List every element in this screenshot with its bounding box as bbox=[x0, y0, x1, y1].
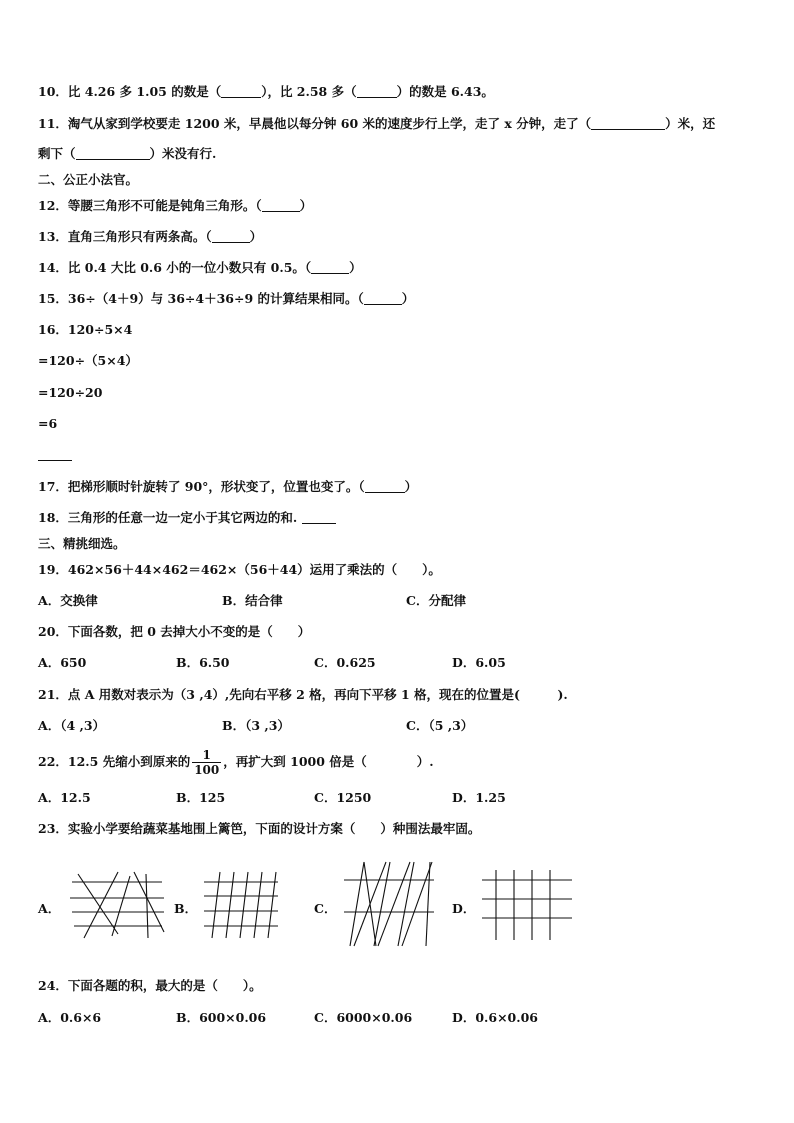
question-12 bbox=[38, 198, 312, 214]
q21-option-b[interactable]: B．（3 ,3） bbox=[222, 718, 290, 733]
q23-option-d[interactable]: D． bbox=[452, 901, 476, 916]
question-10 bbox=[38, 84, 494, 100]
question-19: 19．462×56＋44×462＝462×（56＋44）运用了乘法的（ ）。 bbox=[38, 562, 441, 577]
q21-option-a[interactable]: A．（4 ,3） bbox=[38, 718, 106, 733]
q19-option-c[interactable]: C．分配律 bbox=[406, 593, 466, 608]
answer-blank[interactable] bbox=[365, 480, 405, 493]
question-11-cont bbox=[38, 146, 216, 162]
q11-text-line2a: 剩下（ bbox=[38, 146, 76, 161]
q10-text-a: 10．比 4.26 多 1.05 的数是（ bbox=[38, 84, 222, 99]
q23-option-c[interactable]: C． bbox=[314, 901, 337, 916]
q22-option-b[interactable]: B．125 bbox=[176, 790, 226, 805]
fence-figure-b[interactable] bbox=[200, 868, 282, 942]
q19-option-b[interactable]: B．结合律 bbox=[222, 593, 283, 608]
section-heading-3: 三、精挑细选。 bbox=[38, 536, 126, 551]
question-20: 20．下面各数，把 0 去掉大小不变的是（ ） bbox=[38, 624, 311, 639]
q10-text-b: ），比 2.58 多（ bbox=[261, 84, 357, 99]
q18-text: 18．三角形的任意一边一定小于其它两边的和. bbox=[38, 510, 298, 525]
fence-figure-c[interactable] bbox=[340, 858, 438, 950]
q22-text-pre: 22．12.5 先缩小到原来的 bbox=[38, 754, 191, 769]
q20-option-b[interactable]: B．6.50 bbox=[176, 655, 230, 670]
fence-figure-d[interactable] bbox=[478, 866, 576, 944]
question-22 bbox=[38, 745, 434, 779]
question-14 bbox=[38, 260, 362, 276]
q11-text-line2b: ）米没有行. bbox=[149, 146, 217, 161]
answer-line-16[interactable] bbox=[38, 460, 72, 461]
q20-option-d[interactable]: D．6.05 bbox=[452, 655, 506, 670]
answer-blank[interactable] bbox=[302, 511, 336, 524]
question-18 bbox=[38, 510, 336, 526]
fraction bbox=[192, 748, 221, 777]
q19-option-a[interactable]: A．交换律 bbox=[38, 593, 98, 608]
q24-option-c[interactable]: C．6000×0.06 bbox=[314, 1010, 413, 1025]
q24-option-a[interactable]: A．0.6×6 bbox=[38, 1010, 102, 1025]
question-11 bbox=[38, 116, 715, 132]
q22-text-post: ，再扩大到 1000 倍是（ ）. bbox=[223, 754, 434, 769]
question-24: 24．下面各题的积，最大的是（ ）。 bbox=[38, 978, 262, 993]
q10-text-c: ）的数是 6.43。 bbox=[396, 84, 494, 99]
fraction-denominator: 100 bbox=[194, 763, 220, 777]
q13-end: ） bbox=[249, 229, 263, 244]
question-21: 21．点 A 用数对表示为（3 ,4）,先向右平移 2 格，再向下平移 1 格，现在的位置是( ). bbox=[38, 687, 568, 702]
q24-option-d[interactable]: D．0.6×0.06 bbox=[452, 1010, 539, 1025]
q13-text: 13．直角三角形只有两条高。（ bbox=[38, 229, 212, 244]
question-16-line1: 16．120÷5×4 bbox=[38, 322, 133, 337]
answer-blank[interactable] bbox=[591, 117, 665, 130]
q24-option-b[interactable]: B．600×0.06 bbox=[176, 1010, 267, 1025]
question-16-line3: =120÷20 bbox=[38, 385, 103, 400]
question-13 bbox=[38, 229, 262, 245]
q22-option-c[interactable]: C．1250 bbox=[314, 790, 372, 805]
q17-text: 17．把梯形顺时针旋转了 90°，形状变了，位置也变了。（ bbox=[38, 479, 365, 494]
q21-option-c[interactable]: C．（5 ,3） bbox=[406, 718, 474, 733]
q22-option-a[interactable]: A．12.5 bbox=[38, 790, 91, 805]
answer-blank[interactable] bbox=[212, 230, 250, 243]
q15-text: 15．36÷（4＋9）与 36÷4＋36÷9 的计算结果相同。（ bbox=[38, 291, 364, 306]
answer-blank[interactable] bbox=[364, 292, 402, 305]
answer-blank[interactable] bbox=[357, 85, 397, 98]
question-16-line2: =120÷（5×4） bbox=[38, 353, 138, 368]
q22-option-d[interactable]: D．1.25 bbox=[452, 790, 506, 805]
q17-end: ） bbox=[404, 479, 418, 494]
fence-figure-a[interactable] bbox=[64, 868, 170, 942]
answer-blank[interactable] bbox=[311, 261, 349, 274]
question-23: 23．实验小学要给蔬菜基地围上篱笆，下面的设计方案（ ）种围法最牢固。 bbox=[38, 821, 481, 836]
q20-option-c[interactable]: C．0.625 bbox=[314, 655, 376, 670]
q12-end: ） bbox=[299, 198, 313, 213]
question-16-line4: =6 bbox=[38, 416, 58, 431]
q20-option-a[interactable]: A．650 bbox=[38, 655, 87, 670]
q11-text-line1: 11．淘气从家到学校要走 1200 米，早晨他以每分钟 60 米的速度步行上学，走了 x 分钟，走了（ bbox=[38, 116, 592, 131]
answer-blank[interactable] bbox=[76, 147, 150, 160]
answer-blank[interactable] bbox=[262, 199, 300, 212]
q14-text: 14．比 0.4 大比 0.6 小的一位小数只有 0.5。（ bbox=[38, 260, 312, 275]
q12-text: 12．等腰三角形不可能是钝角三角形。（ bbox=[38, 198, 262, 213]
q11-text-line1b: ）米，还 bbox=[665, 116, 716, 131]
answer-blank[interactable] bbox=[221, 85, 261, 98]
question-15 bbox=[38, 291, 414, 307]
q23-option-b[interactable]: B． bbox=[174, 901, 198, 916]
question-17 bbox=[38, 479, 417, 495]
q15-end: ） bbox=[401, 291, 415, 306]
fraction-numerator: 1 bbox=[202, 748, 211, 762]
q14-end: ） bbox=[349, 260, 362, 275]
q23-option-a[interactable]: A． bbox=[38, 901, 61, 916]
section-heading-2: 二、公正小法官。 bbox=[38, 172, 139, 187]
